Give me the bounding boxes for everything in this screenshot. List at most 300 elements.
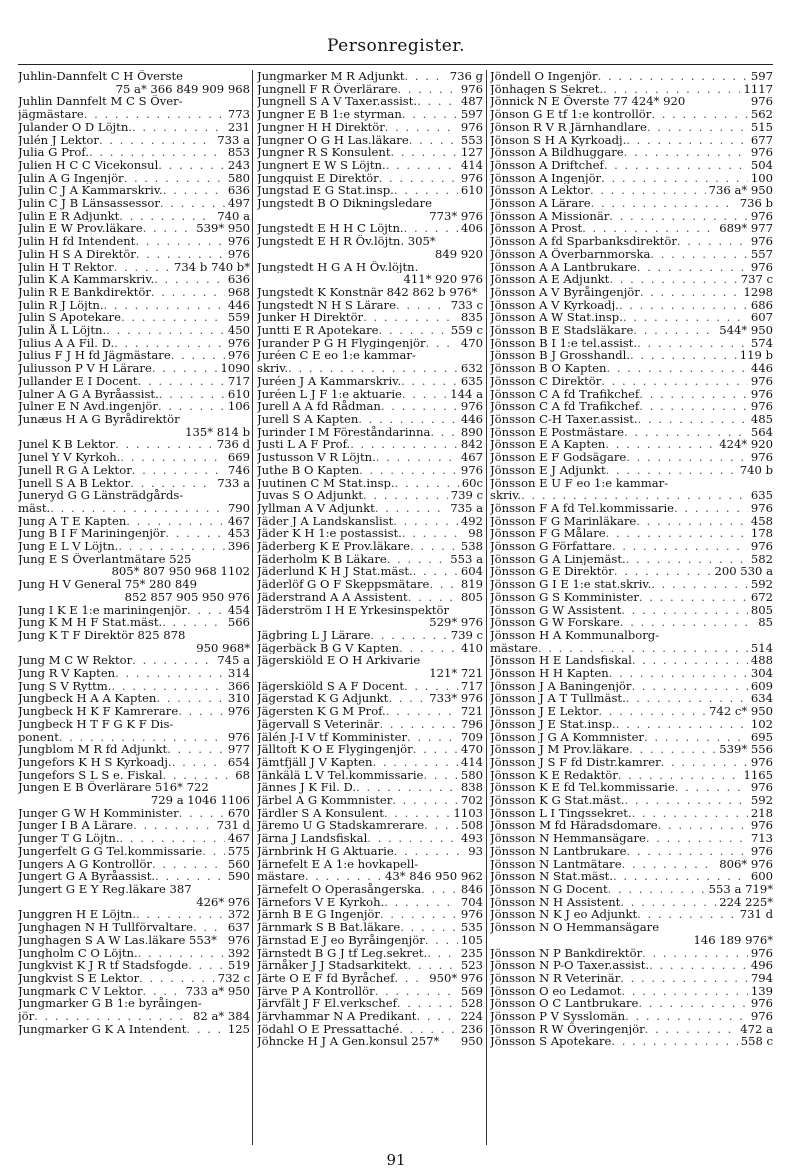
entry-name: Jönson G E tf 1:e kontrollör [490,108,652,121]
entry-pages: 689* 977 [719,222,773,236]
entry-pages: 976 [750,374,773,388]
leader-dots [158,400,225,413]
register-entry [257,858,483,871]
entry-name: Jönsson A Bildhuggare [490,146,624,159]
entry-name: Junker H Direktör [257,311,364,325]
entry-name: ponent [18,730,59,744]
entry-name: Jungert G E Y Reg.läkare 387 [18,883,192,896]
register-entry [490,921,773,934]
entry-name: Jungmarker G B 1:e byråingen- [18,997,202,1011]
leader-dots [34,1010,190,1023]
entry-pages: 487 [460,95,483,109]
entry-name: Jung R V Kapten [18,667,116,680]
entry-pages: 733 a* 950 [185,984,250,998]
register-entry [18,159,250,172]
leader-dots [646,832,748,845]
entry-pages: 553 [460,133,483,147]
leader-dots [619,299,748,312]
leader-dots [402,108,458,121]
register-entry [18,616,250,629]
register-entry [18,743,250,756]
entry-name: Jyllman A V Adjunkt [257,501,375,515]
leader-dots [375,985,458,998]
register-entry [18,667,250,680]
entry-pages: 853 [227,146,250,159]
leader-dots [632,654,748,667]
register-entry [490,108,773,121]
entry-continuation: 805* 807 950 968 1102 [111,565,250,579]
entry-name: Jänkälä L V Tel.kommissarie [257,768,424,782]
entry-name: Jönsson J E Stat.insp. [490,717,616,731]
entry-pages: 635 [460,374,483,388]
entry-pages: 976 [750,755,773,769]
register-entry [18,197,250,210]
leader-dots [139,972,215,985]
leader-dots [624,794,747,807]
entry-name: Jönsson K G Stat.mäst. [490,794,625,807]
entry-pages: 739 c [450,628,483,642]
entry-pages: 721 [460,705,483,718]
entry-continuation: 411* 920 976 [403,273,483,286]
register-entry [18,210,250,223]
register-entry [257,629,483,642]
leader-dots [119,210,214,223]
entry-name: Jungstedt B O Dikningsledare [257,197,432,210]
entry-name: Jungstedt E H H C Löjtn. [257,222,404,236]
entry-name: Jönsson K E fd Tel.kommissarie [490,781,675,795]
leader-dots [305,870,382,883]
leader-dots [626,692,748,705]
entry-pages: 597 [460,108,483,121]
leader-dots [162,616,225,629]
entry-name: Jönsson N R Veterinär [490,971,621,985]
leader-dots [394,972,426,985]
entry-pages: 731 d [216,819,250,833]
leader-dots [399,1023,458,1036]
entry-name: Jägerskiöld E O H Arkivarie [257,654,421,668]
entry-pages: 976 [460,400,483,413]
register-column-3 [490,70,773,1145]
entry-name: jägmästare [18,108,84,121]
leader-dots [430,426,457,439]
register-entry [257,959,483,972]
leader-dots [624,146,748,159]
entry-name: Jönsson H H Kapten [490,667,609,680]
leader-dots [380,908,458,921]
leader-dots [651,578,748,591]
entry-pages: 592 [750,794,773,807]
entry-continuation: 146 189 976* [693,933,773,947]
entry-pages: 410 [460,641,483,655]
register-entry [490,972,773,985]
register-column-2 [257,70,483,1145]
register-entry [18,807,250,820]
entry-pages: 93 [468,844,483,858]
register-entry [18,959,250,972]
leader-dots [384,807,451,820]
entry-pages: 734 b 740 b* [174,260,250,274]
register-entry [490,1010,773,1023]
entry-name: Jungbeck H K F Kamrerare [18,705,179,718]
register-entry [18,337,250,350]
register-entry [18,997,250,1010]
entry-name: Jönsson C Direktör [490,374,602,388]
entry-name: Jönsson A Lärare [490,197,591,210]
entry-name: Jönsson N H Assistent [490,895,621,909]
entry-pages: 819 [460,578,483,591]
leader-dots [674,502,748,515]
entry-pages: 733 a [217,476,250,490]
entry-name: Jungnell F R Överlärare [257,82,398,96]
register-entry [490,413,773,426]
register-entry [18,705,250,718]
leader-dots [399,642,458,655]
leader-dots [132,121,225,134]
entry-pages: 976 [460,463,483,477]
entry-name: Jönsson P V Sysslomän [490,1010,626,1023]
leader-dots [126,515,225,528]
entry-name: Järnh B E G Ingenjör [257,908,380,922]
register-entry [257,553,483,566]
register-entry [257,438,483,451]
register-entry [257,743,483,756]
entry-name: Järnefelt O Operasångerska [257,883,422,896]
register-entry [490,845,773,858]
leader-dots [115,667,225,680]
entry-name: Jung A T E Kapten [18,514,127,528]
register-entry [490,654,773,667]
entry-pages: 446 [460,412,483,426]
leader-dots [601,172,748,185]
leader-dots [167,743,225,756]
register-entry [490,362,773,375]
entry-name: Jönsson E U F eo 1:e kammar- [490,476,669,490]
entry-name: Jägerbäck B G V Kapten [257,641,400,655]
entry-name: Jämtfjäll J V Kapten [257,755,373,769]
entry-pages: 514 [750,641,773,655]
entry-pages: 1165 [743,768,773,782]
entry-name: Jungmark C V Lektor [18,984,143,998]
entry-pages: 224 225* [719,895,773,909]
leader-dots [392,794,458,807]
leader-dots [402,527,465,540]
register-entry [490,451,773,464]
leader-dots [644,731,748,744]
entry-name: Julin Å L Löjtn. [18,324,107,337]
register-entry [257,781,483,794]
entry-pages: 838 [460,781,483,795]
leader-dots [649,959,748,972]
entry-name: Jäderholm K B Läkare [257,552,387,566]
entry-name: Jungers A G Kontrollör [18,857,152,871]
entry-name: Julius F J H fd Jägmästare [18,349,171,363]
entry-pages: 1117 [743,82,773,96]
register-entry [257,832,483,845]
entry-pages: 736 a* 950 [708,184,773,198]
leader-dots [631,680,747,693]
register-entry [490,375,773,388]
entry-pages: 492 [460,514,483,528]
entry-name: Junghagen N H Tullförvaltare [18,921,194,934]
leader-dots [120,451,224,464]
leader-dots [606,527,748,540]
entry-name: Juhlin Dannfelt M C S Över- [18,95,183,109]
register-entry [490,273,773,286]
register-entry [490,807,773,820]
entry-name: Julien H C C Vicekonsul [18,158,159,172]
entry-pages: 976 [750,95,773,109]
entry-name: Jungholm C O Löjtn. [18,946,138,960]
register-entry [18,349,250,362]
entry-name: Jungner R S Konsulent [257,146,391,159]
leader-dots [405,70,447,83]
leader-dots [121,311,225,324]
register-entry [490,870,773,883]
entry-pages: 43* 846 950 962 [385,870,483,883]
register-entry [257,883,483,896]
entry-name: Julin E R Adjunkt [18,209,120,223]
entry-name: Järte O E F fd Byråchef [257,971,395,985]
entry-name: Jönsson E F Godsägare [490,451,627,464]
entry-name: Jungefors K H S Kyrkoadj. [18,755,172,769]
entry-name: Julén J Lektor [18,133,99,147]
entry-name: Jönsson B J Grosshandl. [490,349,631,363]
register-entry [18,413,250,426]
entry-name: Jönsson J S F fd Distr.kamrer [490,755,661,769]
entry-pages: 127 [460,146,483,159]
entry-name: Jungbeck H T F G K F Dis- [18,717,174,731]
entry-pages: 890 [460,425,483,439]
entry-pages: 493 [460,832,483,845]
entry-name: Jäderström I H E Yrkesinspektör [257,603,450,617]
register-entry [257,121,483,134]
leader-dots [363,489,448,502]
entry-name: Jönsson F A fd Tel.kommissarie [490,501,675,515]
register-entry [257,108,483,121]
leader-dots [638,997,747,1010]
register-entry [18,362,250,375]
register-entry [18,477,250,490]
entry-pages: 976 [750,400,773,413]
entry-name: Jungnell S A V Taxer.assist. [257,95,418,109]
leader-dots [601,375,748,388]
leader-dots [421,883,458,896]
entry-name: Jönsson N G Docent [490,883,608,896]
entry-name: Jönsson G S Komminister [490,590,639,604]
register-entry [490,616,773,629]
register-entry [257,604,483,617]
register-entry [490,159,773,172]
register-entry [257,349,483,362]
entry-name: Jönson R V R Järnhandlare [490,120,647,134]
entry-name: Järdler S A Konsulent [257,806,384,820]
entry-name: Junghagen S A W Las.läkare 553* [18,933,217,947]
leader-dots [651,108,748,121]
entry-name: Jönsson N Hemmansägare [490,832,646,845]
entry-name: Jägerskiöld S A F Docent [257,679,405,693]
leader-dots [650,248,747,261]
entry-name: Jönsson A E Adjunkt [490,273,610,286]
entry-pages: 976 [750,781,773,795]
leader-dots [143,222,194,235]
entry-pages: 504 [750,158,773,172]
entry-name: Jönsson N O Hemmansägare [490,921,660,934]
entry-pages: 637 [227,921,250,934]
entry-pages: 218 [750,806,773,820]
entry-name: Jönsson B I 1:e tel.assist. [490,336,638,350]
register-entry [18,95,250,108]
entry-pages: 742 c* 950 [709,705,773,718]
entry-name: Jännes J K Fil. D. [257,781,357,795]
entry-pages: 535 [460,921,483,934]
register-entry [257,908,483,921]
entry-pages: 745 a [217,654,250,668]
entry-name: Jäderlund K H J Stat.mäst. [257,565,413,579]
register-entry [257,362,483,375]
entry-name: Jung E L V Löjtn. [18,540,119,553]
leader-dots [408,959,458,972]
register-entry [490,794,773,807]
leader-dots [616,718,748,731]
entry-pages: 733* 976 [429,692,483,706]
leader-dots [159,388,225,401]
register-entry [18,934,250,947]
entry-pages: 580 [460,768,483,782]
register-entry [257,197,483,210]
entry-pages: 736 d [216,438,250,452]
page-title: Personregister. [326,36,466,56]
entry-name: Jönsson K E Redaktör [490,768,618,782]
entry-pages: 472 a [740,1022,773,1036]
leader-dots [423,769,457,782]
entry-name: Jönsson N P-O Taxer.assist. [490,959,650,972]
entry-pages: 200 530 a [714,565,773,579]
register-entry [490,388,773,401]
entry-name: Jönsson A V Byråingenjör [490,285,640,299]
leader-dots [99,134,214,147]
entry-name: Jurander P G H Flygingenjör [257,336,426,350]
entry-name: Jäderberg K E Prov.läkare [257,540,410,553]
entry-pages: 672 [750,590,773,604]
entry-pages: 82 a* 384 [193,1010,250,1023]
entry-name: Jönsson O eo Ledamot [490,984,622,998]
leader-dots [620,972,748,985]
entry-name: Juréen L J F 1:e aktuarie [257,387,402,401]
entry-pages: 560 [227,857,250,871]
entry-pages: 977 [227,743,250,756]
entry-name: skriv. [257,362,289,375]
entry-name: Jönsson E Postmästare [490,425,625,439]
register-entry [257,794,483,807]
register-column-1 [18,70,250,1145]
entry-name: Julner A G A Byråassist. [18,387,159,401]
entry-pages: 539* 556 [719,743,773,756]
leader-dots [386,159,458,172]
register-entry [18,604,250,617]
entry-pages: 453 [227,527,250,541]
entry-name: Jung I K E 1:e mariningenjör [18,603,187,617]
column-divider [486,70,487,1145]
entry-pages: 580 [227,171,250,185]
entry-pages: 559 c [450,324,483,337]
entry-name: Jäder K H 1:e postassist. [257,527,402,541]
entry-pages: 582 [750,552,773,566]
leader-dots [409,134,458,147]
register-entry [490,464,773,477]
entry-name: Julin H T Rektor [18,260,114,274]
register-entry [490,769,773,782]
leader-dots [620,616,755,629]
leader-dots [350,438,458,451]
entry-pages: 528 [460,997,483,1011]
leader-dots [639,400,748,413]
register-entry [18,286,250,299]
register-entry [18,921,250,934]
register-entry [18,718,250,731]
leader-dots [402,388,447,401]
leader-dots [590,184,706,197]
entry-pages: 515 [750,120,773,134]
entry-name: Jönsson H E Landsfiskal [490,654,632,668]
entry-name: Jönnick N E Överste 77 424* 920 [490,95,686,109]
register-entry [18,858,250,871]
entry-pages: 717 [227,374,250,388]
register-entry [18,235,250,248]
leader-dots [538,642,748,655]
page-number: 91 [386,1151,406,1169]
leader-dots [639,388,748,401]
register-entry [490,819,773,832]
entry-name: Jungefors S L S e. Fiskal [18,768,163,782]
register-entry [490,438,773,451]
entry-name: Justi L A F Prof. [257,438,351,452]
register-entry [18,400,250,413]
register-entry [18,1010,250,1023]
register-entry [490,197,773,210]
entry-name: Järnefors V E Kyrkoh. [257,895,385,909]
leader-dots [384,896,458,909]
leader-dots [620,896,716,909]
leader-dots [114,261,171,274]
entry-pages: 539* 950 [196,222,250,236]
register-entry [490,400,773,413]
leader-dots [638,413,748,426]
entry-pages: 485 [750,412,773,426]
leader-dots [288,362,458,375]
leader-dots [59,731,225,744]
entry-pages: 733 c [450,298,483,312]
entry-name: Jönsson O C Lantbrukare [490,997,639,1011]
entry-continuation: 529* 976 [429,616,483,629]
leader-dots [426,337,458,350]
leader-dots [607,362,748,375]
entry-pages: 523 [460,959,483,972]
entry-name: Junger I B A Lärare [18,819,134,833]
entry-pages: 976 [227,349,250,363]
register-entry [18,299,250,312]
entry-pages: 846 [460,883,483,896]
entry-pages: 739 c [450,489,483,502]
entry-pages: 635 [750,489,773,502]
entry-pages: 790 [227,501,250,515]
register-entry [257,172,483,185]
entry-name: Jälén J-I V tf Komminister [257,730,408,744]
entry-pages: 496 [750,959,773,972]
entry-name: Järbel A G Kommnister [257,794,393,807]
entry-pages: 304 [750,667,773,680]
register-entry [257,375,483,388]
entry-pages: 702 [460,794,483,807]
